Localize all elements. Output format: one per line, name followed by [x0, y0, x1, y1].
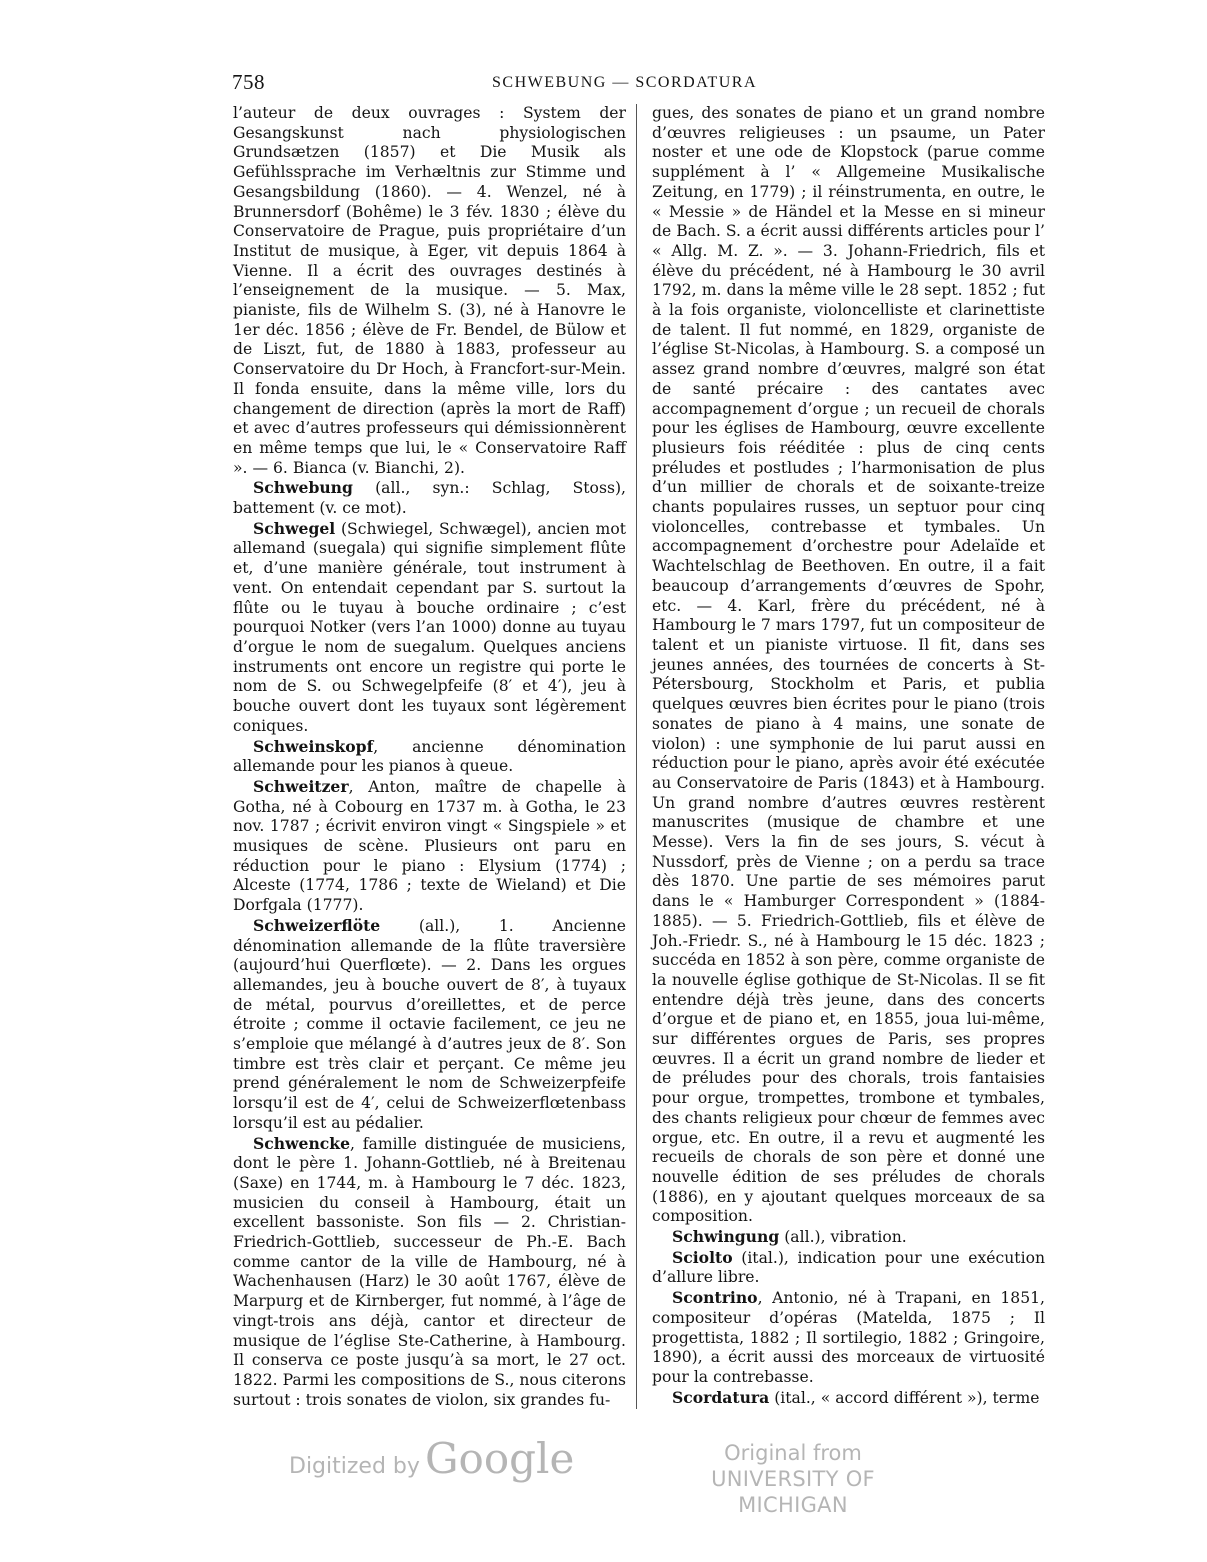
headword: Schwingung: [672, 1227, 780, 1247]
entry-schwencke: Schwencke, famille distinguée de musiciens, dont le père 1. Johann-Gottlieb, né à Breitenau (Saxe) en 1744, m. à Hambourg le 7 déc. 1823, musicien du conseil à Hambourg, était un excellent bassoniste. Son fils — 2. Christian-Friedrich-Gottlieb, successeur de Ph.-E. Bach comme cantor de la ville de Hambourg, né à Wachenhausen (Harz) le 30 août 1767, élève de Marpurg et de Kirnberger, fut nommé, à l’âge de vingt-trois ans déjà, cantor et directeur de musique de l’église Ste-Catherine, à Hambourg. Il conserva ce poste jusqu’à sa mort, le 27 oct. 1822. Parmi les compositions de S., nous citerons surtout : trois sonates de violon, six grandes fu-: [233, 1133, 626, 1409]
page-header: [0, 62, 1207, 102]
headword: Sciolto: [672, 1247, 733, 1267]
entry-scontrino: Scontrino, Antonio, né à Trapani, en 1851, compositeur d’opéras (Matelda, 1875 ; Il progettista, 1882 ; Il sortilegio, 1882 ; Gringoire, 1890), a écrit aussi des morceaux de virtuosité pour la contrebasse.: [652, 1288, 1045, 1386]
original-from-watermark: [668, 1440, 918, 1518]
headword: Schweitzer: [253, 776, 349, 796]
right-column: [652, 104, 1045, 1408]
entry-schweinskopf: Schweinskopf, ancienne dénomination allemande pour les pianos à queue.: [233, 736, 626, 776]
entry-schweitzer: Schweitzer, Anton, maître de chapelle à Gotha, né à Cobourg en 1737 m. à Gotha, le 23 nov. 1787 ; écrivit environ vingt « Singspiele » et musiques de scène. Plusieurs ont paru en réduction pour le piano : Elysium (1774) ; Alceste (1774, 1786 ; texte de Wieland) et Die Dorfgala (1777).: [233, 776, 626, 915]
page-number: 758: [232, 70, 265, 94]
entry-schwebung: Schwebung (all., syn.: Schlag, Stoss), battement (v. ce mot).: [233, 478, 626, 518]
headword: Schweizerflöte: [253, 915, 381, 935]
left-column: [233, 104, 626, 1410]
running-head: SCHWEBUNG — SCORDATURA: [492, 74, 758, 91]
entry-sciolto: Sciolto (ital.), indication pour une exécution d’allure libre.: [652, 1247, 1045, 1287]
entry-continuation: l’auteur de deux ouvrages : System der Gesangskunst nach physiologischen Grundsætzen (1857) et Die Musik als Gefühlssprache im Verhæltnis zur Stimme und Gesangsbildung (1860). — 4. Wenzel, né à Brunnersdorf (Bohême) le 3 fév. 1830 ; élève du Conservatoire de Prague, puis propriétaire d’un Institut de musique, à Eger, vit depuis 1864 à Vienne. Il a écrit des ouvrages destinés à l’enseignement de la musique. — 5. Max, pianiste, fils de Wilhelm S. (3), né à Hanovre le 1er déc. 1856 ; élève de Fr. Bendel, de Bülow et de Liszt, fut, de 1880 à 1883, professeur au Conservatoire du Dr Hoch, à Francfort-sur-Mein. Il fonda ensuite, dans la même ville, lors du changement de direction (après la mort de Raff) et avec d’autres professeurs qui démissionnèrent en même temps que lui, le « Conservatoire Raff ». — 6. Bianca (v. Bianchi, 2).: [233, 104, 626, 477]
university-name: UNIVERSITY OF MICHIGAN: [711, 1467, 875, 1517]
original-from-label: Original from: [724, 1441, 862, 1465]
digitized-by-watermark: [289, 1434, 574, 1483]
headword: Scontrino: [672, 1288, 758, 1308]
entry-schwencke-continued: gues, des sonates de piano et un grand nombre d’œuvres religieuses : un psaume, un Pater noster et une ode de Klopstock (parue comme supplément à l’ « Allgemeine Musikalische Zeitung, en 1779) ; il réinstrumenta, en outre, le « Messie » de Händel et la Messe en si mineur de Bach. S. a écrit aussi différents articles pour l’ « Allg. M. Z. ». — 3. Johann-Friedrich, fils et élève du précédent, né à Hambourg le 30 avril 1792, m. dans la même ville le 28 sept. 1852 ; fut à la fois organiste, violoncelliste et clarinettiste de talent. Il fut nommé, en 1829, organiste de l’église St-Nicolas, à Hambourg. S. a composé un assez grand nombre d’œuvres, malgré son état de santé précaire : des cantates avec accompagnement d’orgue ; un recueil de chorals pour les églises de Hambourg, œuvre excellente plusieurs fois rééditée : plus de cinq cents préludes et postludes ; l’harmonisation de plus d’un millier de chorals et de soixante-treize chants populaires russes, un septuor pour cinq violoncelles, contrebasse et tymbales. Un accompagnement d’orchestre pour Adelaïde et Wachtelschlag de Beethoven. En outre, il a fait beaucoup d’arrangements d’œuvres de Spohr, etc. — 4. Karl, frère du précédent, né à Hambourg le 7 mars 1797, fut un compositeur de talent et un pianiste virtuose. Il fit, dans ses jeunes années, des tournées de concerts à St-Pétersbourg, Stockholm et Paris, et publia quelques œuvres bien écrites pour le piano (trois sonates de piano à 4 mains, une sonate de violon) : une symphonie de lui parut aussi en réduction pour le piano, après avoir été exécutée au Conservatoire de Paris (1843) et à Hambourg. Un grand nombre d’autres œuvres restèrent manuscrites (musique de chambre et une Messe). Vers la fin de ses jours, S. vécut à Nussdorf, près de Vienne ; on a perdu sa trace dès 1870. Une partie de ses mémoires parut dans le « Hamburger Correspondent » (1884-1885). — 5. Friedrich-Gottlieb, fils et élève de Joh.-Friedr. S., né à Hambourg le 15 déc. 1823 ; succéda en 1852 à son père, comme organiste de la nouvelle église gothique de St-Nicolas. Il se fit entendre déjà très jeune, dans des concerts d’orgue et de piano et, en 1855, joua lui-même, sur différentes orgues de Paris, ses propres œuvres. Il a écrit un grand nombre de lieder et de préludes pour des chorals, trois fantaisies pour orgue, trompettes, trombone et tymbales, des chants religieux pour chœur de femmes avec orgue, etc. En outre, il a revu et augmenté les recueils de chorals de son père et donné une nouvelle édition de ses préludes de chorals (1886), en y ajoutant quelques morceaux de sa composition.: [652, 104, 1045, 1226]
headword: Scordatura: [672, 1387, 770, 1407]
headword: Schwencke: [253, 1133, 350, 1153]
headword: Schwegel: [253, 518, 336, 538]
google-logo-text: Google: [425, 1434, 575, 1483]
digitized-prefix: Digitized by: [289, 1454, 420, 1479]
entry-schwegel: Schwegel (Schwiegel, Schwægel), ancien mot allemand (suegala) qui signifie simplement flûte et, d’une manière générale, tout instrument à vent. On entendait cependant par S. surtout la flûte ou le tuyau à bouche ordinaire ; c’est pourquoi Notker (vers l’an 1000) donne au tuyau d’orgue le nom de suegalum. Quelques anciens instruments ont encore un registre qui porte le nom de S. ou Schwegelpfeife (8′ et 4′), jeu à bouche ouvert dont les tuyaux sont légèrement coniques.: [233, 518, 626, 735]
entry-schwingung: Schwingung (all.), vibration.: [672, 1227, 907, 1247]
entry-schweizerflote: Schweizerflöte (all.), 1. Ancienne dénomination allemande de la flûte traversière (aujourd’hui Querflœte). — 2. Dans les orgues allemandes, jeu à bouche ouvert de 8′, à tuyaux de métal, pourvus d’oreillettes, et de perce étroite ; comme il octavie facilement, ce jeu ne s’emploie que mélangé à d’autres jeux de 8′. Son timbre est très clair et perçant. Ce même jeu prend généralement le nom de Schweizerpfeife lorsqu’il est de 4′, celui de Schweizerflœtenbass lorsqu’il est au pédalier.: [233, 915, 626, 1132]
headword: Schwebung: [253, 478, 353, 498]
column-divider: [636, 104, 637, 1409]
headword: Schweinskopf: [253, 736, 374, 756]
entry-scordatura: Scordatura (ital., « accord différent »), terme: [672, 1387, 1040, 1407]
